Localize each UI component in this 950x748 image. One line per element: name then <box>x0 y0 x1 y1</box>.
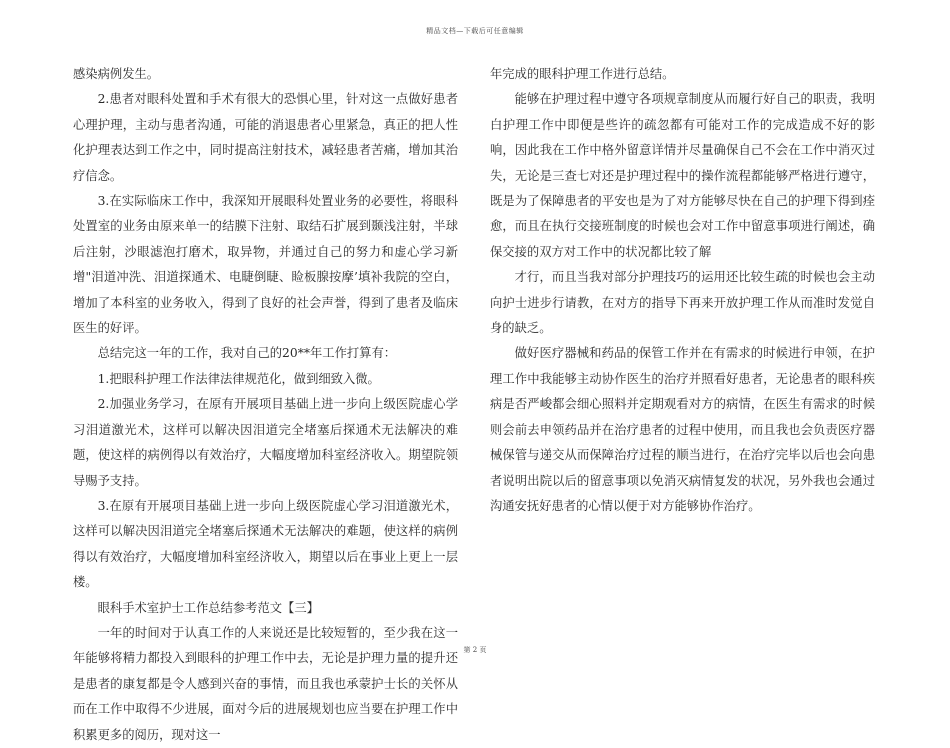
paragraph: 2.加强业务学习，在原有开展项目基础上进一步向上级医院虚心学习泪道激光术，这样可以解决因泪道完全堵塞后探通术无法解决的难题，使这样的病例得以有效治疗，大幅度增加科室经济收入。期望院领导赐予支持。 <box>73 397 458 488</box>
paragraph: 2.患者对眼科处置和手术有很大的恐惧心里，针对这一点做好患者心理护理，主动与患者沟通，可能的消退患者心里紧急，真正的把人性化护理表达到工作之中，同时提高注射技术，减轻患者苦痛，增加其治疗信念。 <box>73 92 458 183</box>
right-column <box>490 62 875 519</box>
paragraph: 才行，而且当我对部分护理技巧的运用还比较生疏的时候也会主动向护士进步行请教，在对方的指导下再来开放护理工作从而准时发觉自身的缺乏。 <box>490 270 875 336</box>
paragraph-continuation: 年完成的眼科护理工作进行总结。 <box>490 67 675 81</box>
paragraph: 总结完这一年的工作，我对自己的20**年工作打算有： <box>97 346 397 361</box>
paragraph: 一年的时间对于认真工作的人来说还是比较短暂的，至少我在这一年能够将精力都投入到眼科的护理工作中去，无论是护理力量的提升还是患者的康复都是令人感到兴奋的事情，而且我也承蒙护士长的关怀从而在工作中取得不少进展，面对今后的进展规划也应当要在护理工作中积累更多的阅历，现对这一 <box>73 625 458 742</box>
paragraph: 能够在护理过程中遵守各项规章制度从而履行好自己的职责，我明白护理工作中即便是些许的疏忽都有可能对工作的完成造成不好的影响，因此我在工作中格外留意详情并尽量确保自己不会在工作中消灭过失，无论是三查七对还是护理过程中的操作流程都能够严格进行遵守，既是为了保障患者的平安也是为了对方能够尽快在自己的护理下得到痊愈，而且在执行交接班制度的时候也会对工作中留意事项进行阐述，确保交接的双方对工作中的状况都比较了解 <box>490 92 875 259</box>
section-heading: 眼科手术室护士工作总结参考范文【三】 <box>97 600 319 615</box>
page-header: 精品文档—下载后可任意编辑 <box>426 27 524 35</box>
paragraph: 做好医疗器械和药品的保管工作并在有需求的时候进行申领，在护理工作中我能够主动协作医生的治疗并照看好患者，无论患者的眼科疾病是否严峻都会细心照料并定期观看对方的病情，在医生有需求的时候则会前去申领药品并在治疗患者的过程中使用，而且我也会负责医疗器械保管与递交从而保障治疗过程的顺当进行，在治疗完毕以后也会向患者说明出院以后的留意事项以免消灭病情复发的状况，另外我也会通过沟通安抚好患者的心情以便于对方能够协作治疗。 <box>490 346 875 513</box>
page-number: 第 2 页 <box>463 646 487 654</box>
paragraph: 3.在原有开展项目基础上进一步向上级医院虚心学习泪道激光术，这样可以解决因泪道完全堵塞后探通术无法解决的难题，使这样的病例得以有效治疗，大幅度增加科室经济收入，期望以后在事业上更上一层楼。 <box>73 498 458 590</box>
paragraph: 3.在实际临床工作中，我深知开展眼科处置业务的必要性，将眼科处置室的业务由原来单一的结膜下注射、取结石扩展到颞浅注射，半球后注射，沙眼滤泡打磨术，取异物，并通过自己的努力和虚心学习新增"泪道冲洗、泪道探通术、电睫倒睫、睑板腺按摩’填补我院的空白，增加了本科室的业务收入，得到了良好的社会声誉，得到了患者及临床医生的好评。 <box>73 194 458 336</box>
paragraph: 1.把眼科护理工作法律法律规范化，做到细致入微。 <box>97 371 380 386</box>
paragraph-continuation: 感染病例发生。 <box>73 67 160 81</box>
